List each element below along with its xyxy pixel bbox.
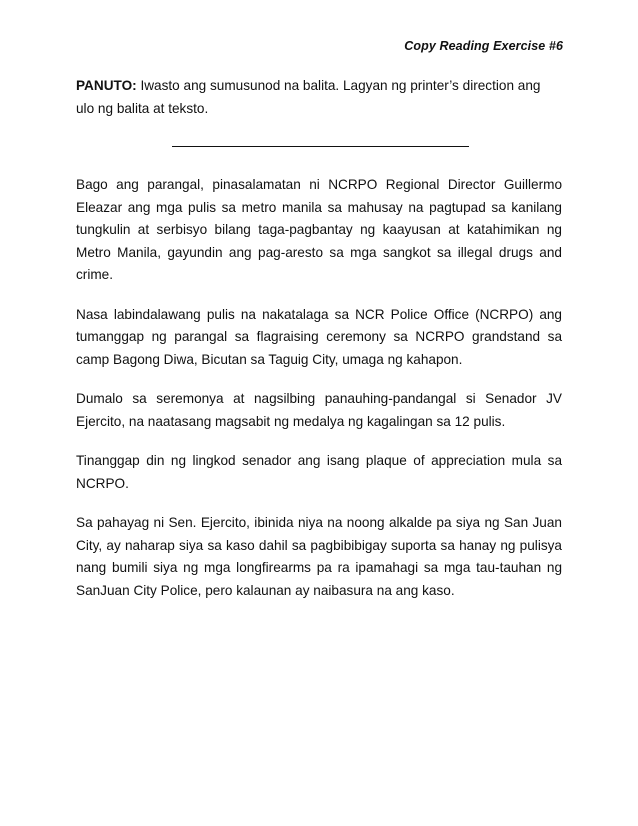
exercise-header-label: Copy Reading Exercise #6	[404, 39, 563, 53]
news-paragraph-1: Bago ang parangal, pinasalamatan ni NCRPO Regional Director Guillermo Eleazar ang mga pulis sa metro manila sa mahusay na pagtupad sa kanilang tungkulin at serbisyo bilang taga-pagbantay ng kaayusan at katahimikan ng Metro Manila, gayundin ang pag-aresto sa mga sangkot sa illegal drugs and crime.	[76, 177, 562, 282]
document-body	[76, 75, 562, 602]
news-paragraph-3: Dumalo sa seremonya at nagsilbing panauhing-pandangal si Senador JV Ejercito, na naatasang magsabit ng medalya ng kagalingan sa 12 pulis.	[76, 391, 562, 429]
news-paragraph-5: Sa pahayag ni Sen. Ejercito, ibinida niya na noong alkalde pa siya ng San Juan City, ay naharap siya sa kaso dahil sa pagbibibigay suporta sa hanay ng pulisya nang bumili siya ng mga longfirearms pa ra ipamahagi sa mga tau-tauhan ng SanJuan City Police, pero kalaunan ay naibasura na ang kaso.	[76, 515, 562, 598]
news-paragraph-4: Tinanggap din ng lingkod senador ang isang plaque of appreciation mula sa NCRPO.	[76, 453, 562, 491]
instructions	[76, 75, 562, 120]
instructions-text: Iwasto ang sumusunod na balita. Lagyan ng printer’s direction ang ulo ng balita at teksto.	[76, 78, 541, 116]
news-paragraph-2: Nasa labindalawang pulis na nakatalaga sa NCR Police Office (NCRPO) ang tumanggap ng parangal sa flagraising ceremony sa NCRPO grandstand sa camp Bagong Diwa, Bicutan sa Taguig City, umaga ng kahapon.	[76, 306, 562, 367]
headline-blank-line	[172, 146, 469, 147]
instructions-label: PANUTO:	[76, 78, 137, 93]
